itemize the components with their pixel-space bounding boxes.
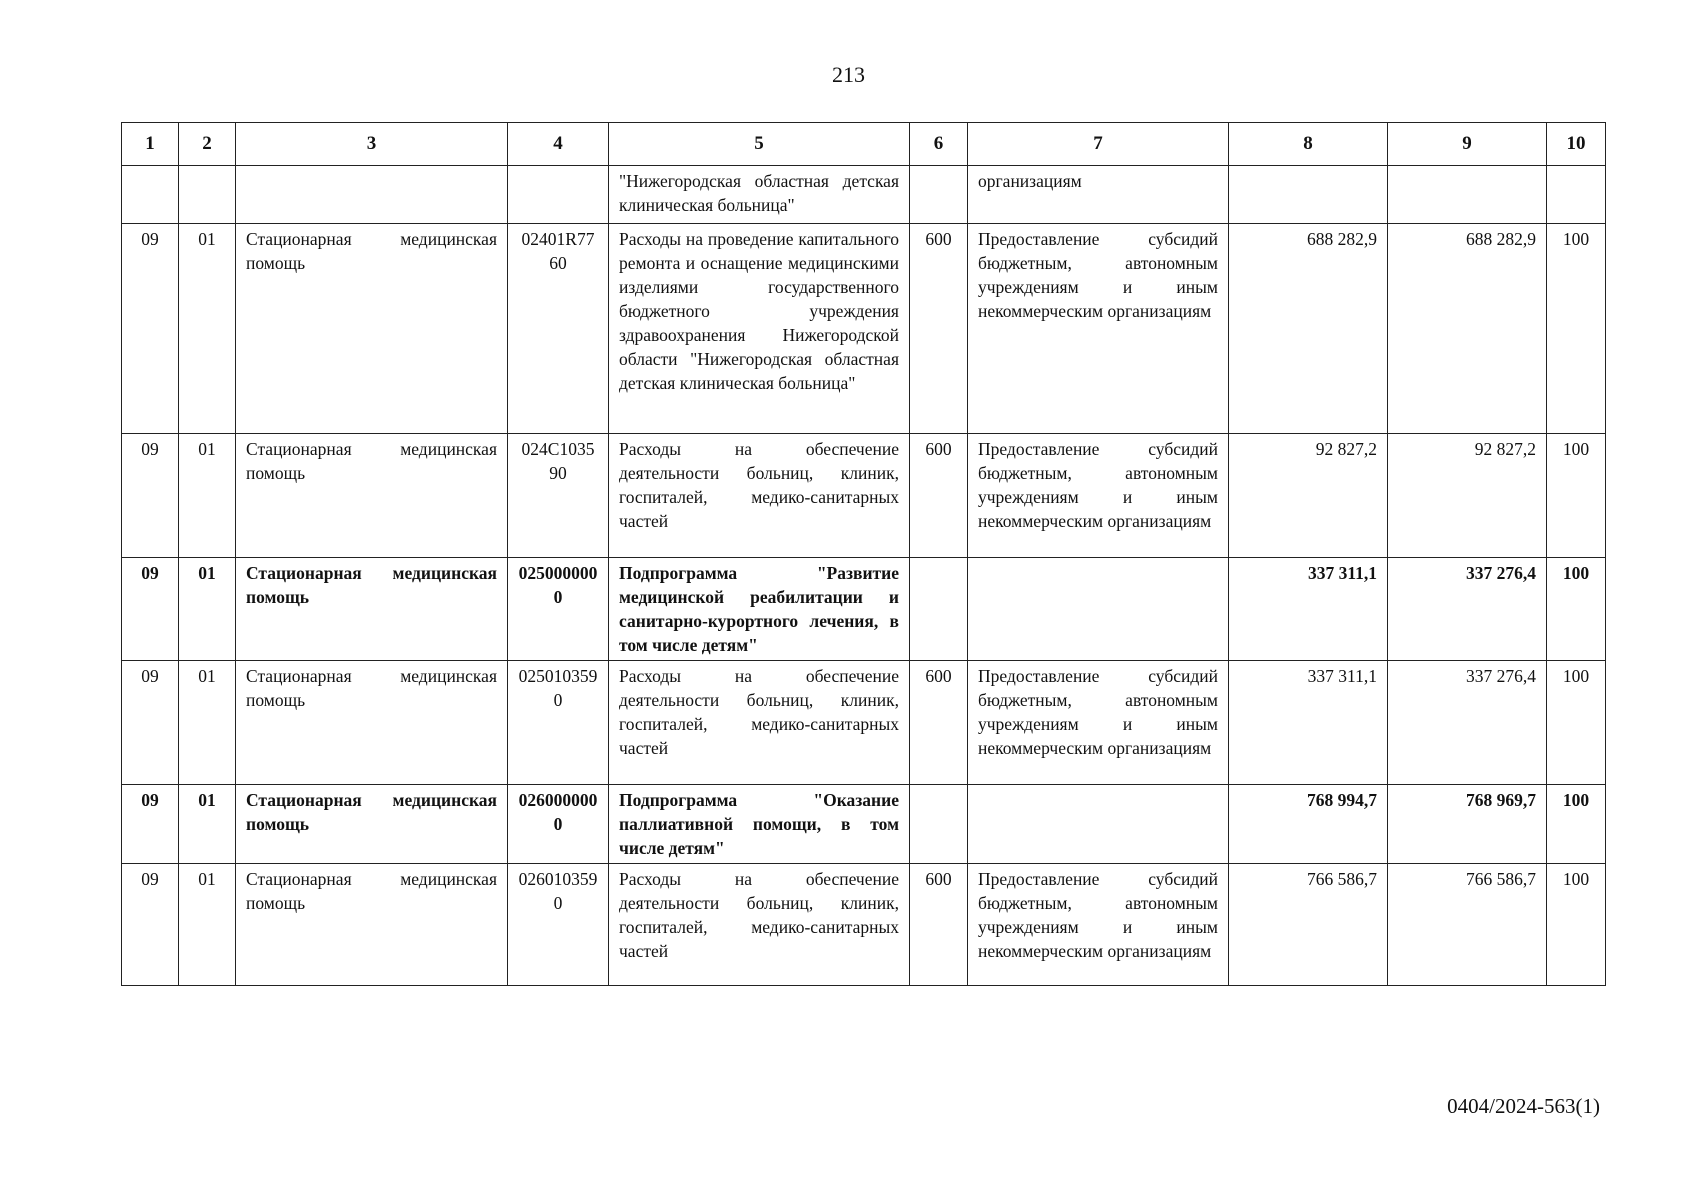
expense-name-cell: Расходы на обеспечение деятельности больниц, клиник, госпиталей, медико-санитарных частей [609, 661, 910, 785]
target-article-cell: 0250000000 [508, 558, 609, 661]
section-code-cell [122, 166, 179, 224]
target-article-cell: 02401R7760 [508, 224, 609, 434]
expense-name-cell: Расходы на обеспечение деятельности больниц, клиник, госпиталей, медико-санитарных частей [609, 864, 910, 986]
execution-percent-cell: 100 [1547, 434, 1606, 558]
expense-type-name-cell [968, 785, 1229, 864]
section-name-cell: Стационарная медицинская помощь [236, 434, 508, 558]
header-row [122, 123, 1606, 166]
subsection-code-cell: 01 [179, 434, 236, 558]
section-name-cell: Стационарная медицинская помощь [236, 864, 508, 986]
expense-type-name-cell: Предоставление субсидий бюджетным, автономным учреждениям и иным некоммерческим организациям [968, 224, 1229, 434]
subsection-code-cell: 01 [179, 224, 236, 434]
section-name-cell [236, 166, 508, 224]
execution-percent-cell: 100 [1547, 785, 1606, 864]
target-article-cell: 0260103590 [508, 864, 609, 986]
execution-percent-cell [1547, 166, 1606, 224]
table-row [122, 785, 1606, 864]
planned-amount-cell [1229, 166, 1388, 224]
document-code: 0404/2024-563(1) [1447, 1094, 1600, 1118]
executed-amount-cell: 337 276,4 [1388, 558, 1547, 661]
expense-type-cell [910, 558, 968, 661]
table-row [122, 661, 1606, 785]
table-row [122, 864, 1606, 986]
subsection-code-cell [179, 166, 236, 224]
section-code-cell: 09 [122, 864, 179, 986]
executed-amount-cell [1388, 166, 1547, 224]
execution-percent-cell: 100 [1547, 864, 1606, 986]
table-row [122, 434, 1606, 558]
expense-type-cell: 600 [910, 661, 968, 785]
expense-name-cell: Расходы на обеспечение деятельности больниц, клиник, госпиталей, медико-санитарных частей [609, 434, 910, 558]
section-name-cell: Стационарная медицинская помощь [236, 558, 508, 661]
target-article-cell [508, 166, 609, 224]
subsection-code-cell: 01 [179, 661, 236, 785]
planned-amount-cell: 337 311,1 [1229, 661, 1388, 785]
column-header: 8 [1229, 123, 1388, 166]
expense-type-cell: 600 [910, 864, 968, 986]
page-number: 213 [832, 62, 865, 87]
budget-table [121, 122, 1606, 986]
table-row [122, 558, 1606, 661]
execution-percent-cell: 100 [1547, 661, 1606, 785]
section-code-cell: 09 [122, 434, 179, 558]
executed-amount-cell: 92 827,2 [1388, 434, 1547, 558]
subsection-code-cell: 01 [179, 864, 236, 986]
section-code-cell: 09 [122, 224, 179, 434]
table-row [122, 166, 1606, 224]
target-article-cell: 0260000000 [508, 785, 609, 864]
expense-type-cell: 600 [910, 434, 968, 558]
target-article-cell: 0250103590 [508, 661, 609, 785]
subsection-code-cell: 01 [179, 558, 236, 661]
expense-type-name-cell: организациям [968, 166, 1229, 224]
column-header: 9 [1388, 123, 1547, 166]
expense-type-name-cell [968, 558, 1229, 661]
table-row [122, 224, 1606, 434]
executed-amount-cell: 688 282,9 [1388, 224, 1547, 434]
section-name-cell: Стационарная медицинская помощь [236, 661, 508, 785]
executed-amount-cell: 766 586,7 [1388, 864, 1547, 986]
column-header: 3 [236, 123, 508, 166]
section-code-cell: 09 [122, 785, 179, 864]
section-code-cell: 09 [122, 661, 179, 785]
planned-amount-cell: 688 282,9 [1229, 224, 1388, 434]
target-article-cell: 024С103590 [508, 434, 609, 558]
planned-amount-cell: 766 586,7 [1229, 864, 1388, 986]
table-body [122, 166, 1606, 986]
expense-type-name-cell: Предоставление субсидий бюджетным, автономным учреждениям и иным некоммерческим организациям [968, 434, 1229, 558]
expense-type-name-cell: Предоставление субсидий бюджетным, автономным учреждениям и иным некоммерческим организациям [968, 661, 1229, 785]
expense-type-cell: 600 [910, 224, 968, 434]
column-header: 6 [910, 123, 968, 166]
subsection-code-cell: 01 [179, 785, 236, 864]
planned-amount-cell: 337 311,1 [1229, 558, 1388, 661]
column-header: 2 [179, 123, 236, 166]
execution-percent-cell: 100 [1547, 224, 1606, 434]
section-code-cell: 09 [122, 558, 179, 661]
planned-amount-cell: 92 827,2 [1229, 434, 1388, 558]
expense-name-cell: Подпрограмма "Развитие медицинской реабилитации и санитарно-курортного лечения, в том числе детям" [609, 558, 910, 661]
section-name-cell: Стационарная медицинская помощь [236, 224, 508, 434]
column-header: 7 [968, 123, 1229, 166]
expense-name-cell: Подпрограмма "Оказание паллиативной помощи, в том числе детям" [609, 785, 910, 864]
executed-amount-cell: 337 276,4 [1388, 661, 1547, 785]
executed-amount-cell: 768 969,7 [1388, 785, 1547, 864]
expense-type-cell [910, 785, 968, 864]
execution-percent-cell: 100 [1547, 558, 1606, 661]
column-header: 10 [1547, 123, 1606, 166]
expense-name-cell: "Нижегородская областная детская клиническая больница" [609, 166, 910, 224]
column-header: 1 [122, 123, 179, 166]
expense-type-cell [910, 166, 968, 224]
expense-name-cell: Расходы на проведение капитального ремонта и оснащение медицинскими изделиями государственного бюджетного учреждения здравоохранения Нижегородской области "Нижегородская областная детская клиническая больница" [609, 224, 910, 434]
section-name-cell: Стационарная медицинская помощь [236, 785, 508, 864]
column-header: 4 [508, 123, 609, 166]
planned-amount-cell: 768 994,7 [1229, 785, 1388, 864]
column-header: 5 [609, 123, 910, 166]
expense-type-name-cell: Предоставление субсидий бюджетным, автономным учреждениям и иным некоммерческим организациям [968, 864, 1229, 986]
